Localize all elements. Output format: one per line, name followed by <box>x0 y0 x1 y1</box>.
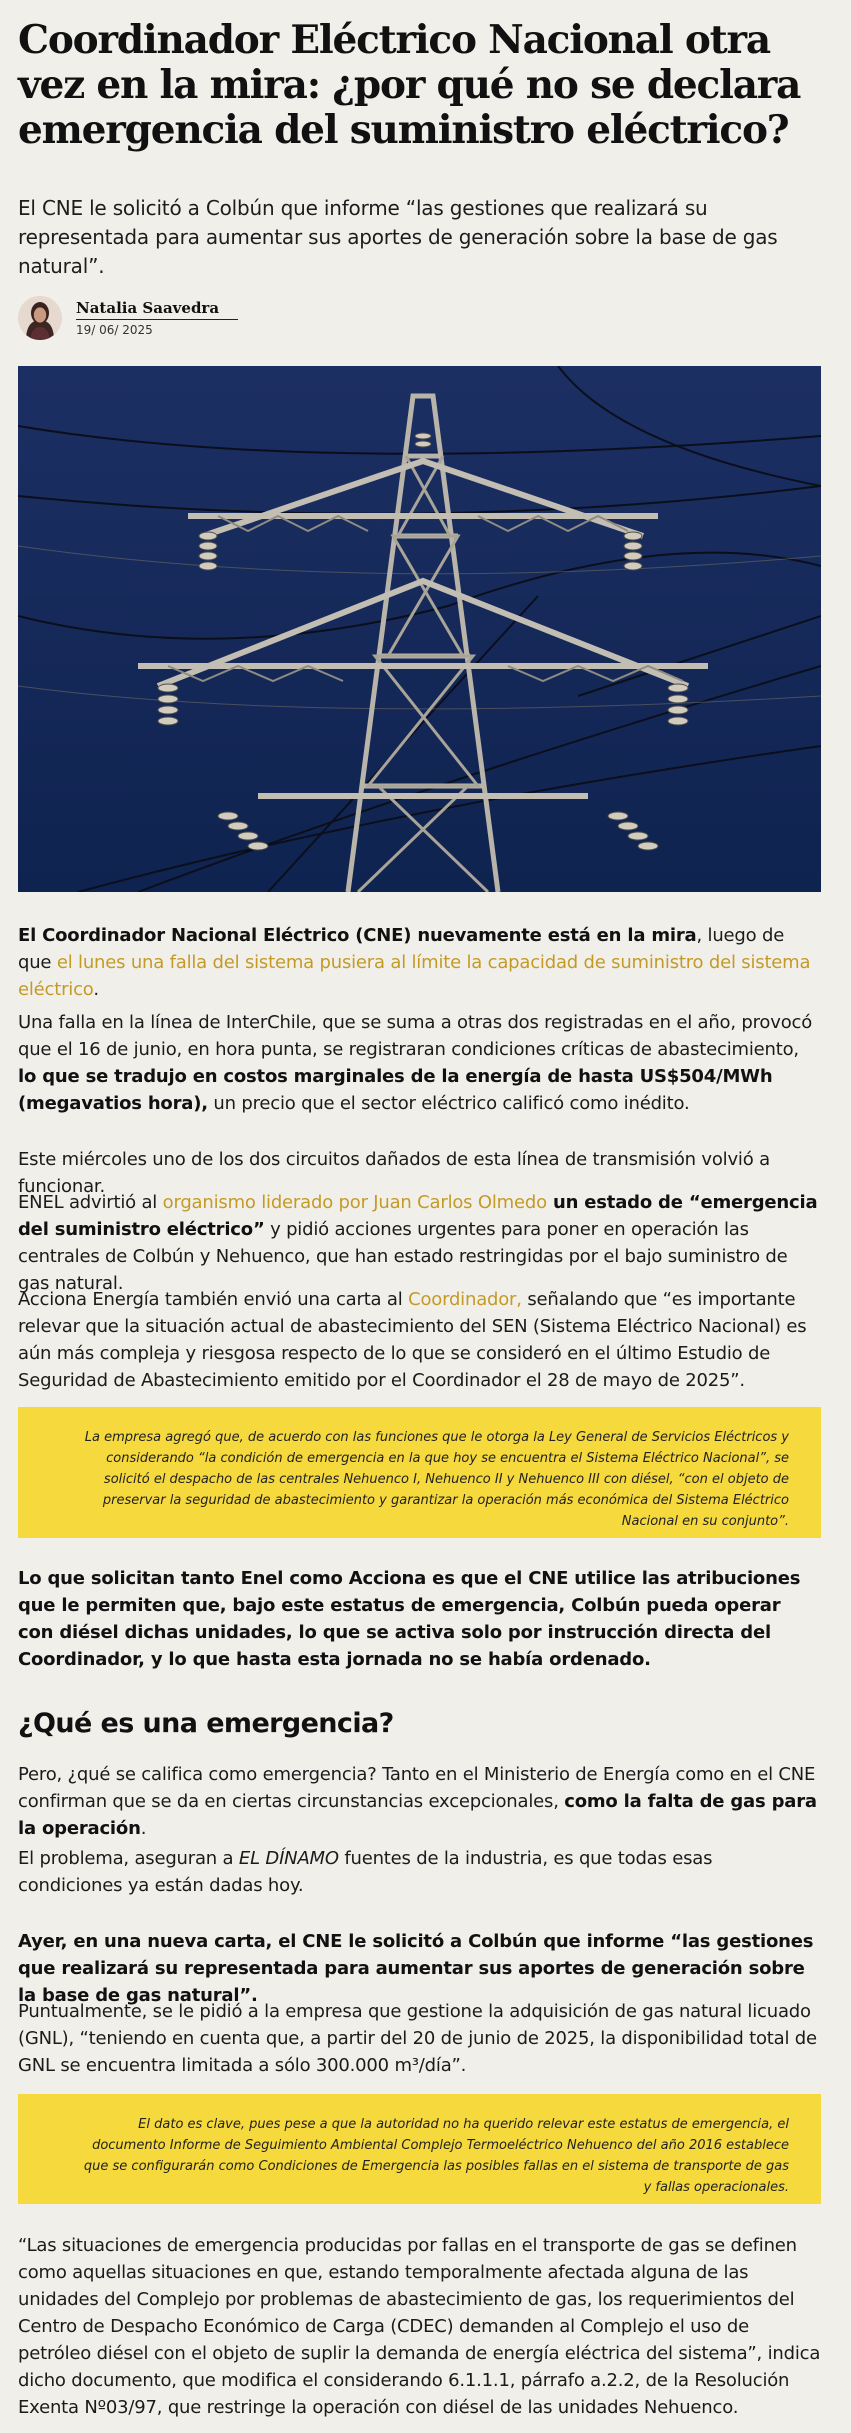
quote-2-text: El dato es clave, pues pese a que la autoridad no ha querido relevar este estatus de emergencia, el documento Informe de Seguimiento Ambiental Complejo Termoeléctrico Nehuenco del año 2016 establece que se configurarán como Condiciones de Emergencia las posibles fallas en el sistema de transporte de gas y fallas operacionales. <box>83 2117 789 2195</box>
p8-end: fuentes de la industria, es que todas esas condiciones ya están dadas hoy. <box>18 1848 713 1896</box>
p4-end: y pidió acciones urgentes para poner en operación las centrales de Colbún y Nehuenco, que han estado restringidas por el bajo suministro de gas natural. <box>18 1219 788 1294</box>
paragraph-8 <box>18 1845 821 1899</box>
p4-bold: un estado de “emergencia del suministro eléctrico” <box>18 1192 818 1240</box>
paragraph-7 <box>18 1761 821 1842</box>
p8-italic: EL DÍNAMO <box>238 1848 339 1869</box>
p2-bold: lo que se tradujo en costos marginales de la energía de hasta US$504/MWh (megavatios hora), <box>18 1066 773 1114</box>
p7-text: Pero, ¿qué se califica como emergencia? Tanto en el Ministerio de Energía como en el CNE confirman que se da en ciertas circunstancias excepcionales, <box>18 1764 816 1812</box>
author-avatar[interactable] <box>18 296 62 340</box>
paragraph-9 <box>18 1928 821 2009</box>
author-byline <box>18 296 338 346</box>
p1-bold: El Coordinador Nacional Eléctrico (CNE) nuevamente está en la mira <box>18 925 697 946</box>
paragraph-10: Puntualmente, se le pidió a la empresa que gestione la adquisición de gas natural licuado (GNL), “teniendo en cuenta que, a partir del 20 de junio de 2025, la disponibilidad total de GNL se encuentra limitada a sólo 300.000 m³/día”. <box>18 2001 817 2076</box>
link-falla-lunes[interactable]: el lunes una falla del sistema pusiera al límite la capacidad de suministro del sistema eléctrico <box>18 952 811 1000</box>
p6-bold: Lo que solicitan tanto Enel como Acciona es que el CNE utilice las atribuciones que le permiten que, bajo este estatus de emergencia, Colbún pueda operar con diésel dichas unidades, lo que se activa solo por instrucción directa del Coordinador, y lo que hasta esta jornada no se había ordenado. <box>18 1568 801 1670</box>
author-name[interactable]: Natalia Saavedra <box>76 299 220 317</box>
highlight-quote-1 <box>18 1407 821 1538</box>
person-icon <box>18 296 62 340</box>
author-underline <box>76 319 238 320</box>
link-coordinador[interactable]: Coordinador, <box>408 1289 522 1310</box>
article-lede: El CNE le solicitó a Colbún que informe “las gestiones que realizará su representada para aumentar sus aportes de generación sobre la base de gas natural”. <box>18 196 778 278</box>
section-heading: ¿Qué es una emergencia? <box>18 1708 394 1739</box>
article-title: Coordinador Eléctrico Nacional otra vez en la mira: ¿por qué no se declara emergencia del suministro eléctrico? <box>18 17 801 153</box>
publish-date: 19/ 06/ 2025 <box>76 323 153 337</box>
p2-end: un precio que el sector eléctrico calificó como inédito. <box>207 1093 690 1114</box>
paragraph-6 <box>18 1565 821 1673</box>
paragraph-4 <box>18 1189 821 1297</box>
p5-end: señalando que “es importante relevar que la situación actual de abastecimiento del SEN (Sistema Eléctrico Nacional) es aún más compleja y riesgosa respecto de lo que se consideró en el último Estudio de Seguridad de Abastecimiento emitido por el Coordinador el 28 de mayo de 2025”. <box>18 1289 807 1391</box>
paragraph-2 <box>18 1009 821 1117</box>
transmission-tower-photo <box>18 366 821 892</box>
paragraph-1 <box>18 922 821 1003</box>
p8-text: El problema, aseguran a <box>18 1848 239 1869</box>
paragraph-11: “Las situaciones de emergencia producidas por fallas en el transporte de gas se definen como aquellas situaciones en que, estando temporalmente afectada alguna de las unidades del Complejo por problemas de abastecimiento de gas, los requerimientos del Centro de Despacho Económico de Carga (CDEC) demanden al Complejo el uso de petróleo diésel con el objeto de suplir la demanda de energía eléctrica del sistema”, indica dicho documento, que modifica el considerando 6.1.1.1, párrafo a.2.2, de la Resolución Exenta Nº03/97, que restringe la operación con diésel de las unidades Nehuenco. <box>18 2235 821 2418</box>
p9-bold: Ayer, en una nueva carta, el CNE le solicitó a Colbún que informe “las gestiones que realizará su representada para aumentar sus aportes de generación sobre la base de gas natural”. <box>18 1931 814 2006</box>
quote-1-text: La empresa agregó que, de acuerdo con las funciones que le otorga la Ley General de Servicios Eléctricos y considerando “la condición de emergencia en la que hoy se encuentra el Sistema Eléctrico Nacional”, se solicitó el despacho de las centrales Nehuenco I, Nehuenco II y Nehuenco III con diésel, “con el objeto de preservar la seguridad de abastecimiento y garantizar la operación más económica del Sistema Eléctrico Nacional en su conjunto”. <box>84 1430 789 1529</box>
highlight-quote-2 <box>18 2094 821 2204</box>
p7-end: . <box>140 1818 147 1839</box>
paragraph-5 <box>18 1286 821 1394</box>
p4-text: ENEL advirtió al <box>18 1192 163 1213</box>
paragraph-3: Este miércoles uno de los dos circuitos dañados de esta línea de transmisión volvió a funcionar. <box>18 1149 770 1197</box>
p5-text: Acciona Energía también envió una carta al <box>18 1289 409 1310</box>
p1-end: . <box>93 979 99 1000</box>
p2-text: Una falla en la línea de InterChile, que se suma a otras dos registradas en el año, provocó que el 16 de junio, en hora punta, se registraran condiciones críticas de abastecimiento, <box>18 1012 813 1060</box>
p1-text: , luego de que <box>18 925 785 973</box>
p7-bold: como la falta de gas para la operación <box>18 1791 817 1839</box>
link-organismo-olmedo[interactable]: organismo liderado por Juan Carlos Olmedo <box>162 1192 547 1213</box>
hero-image <box>18 366 821 892</box>
